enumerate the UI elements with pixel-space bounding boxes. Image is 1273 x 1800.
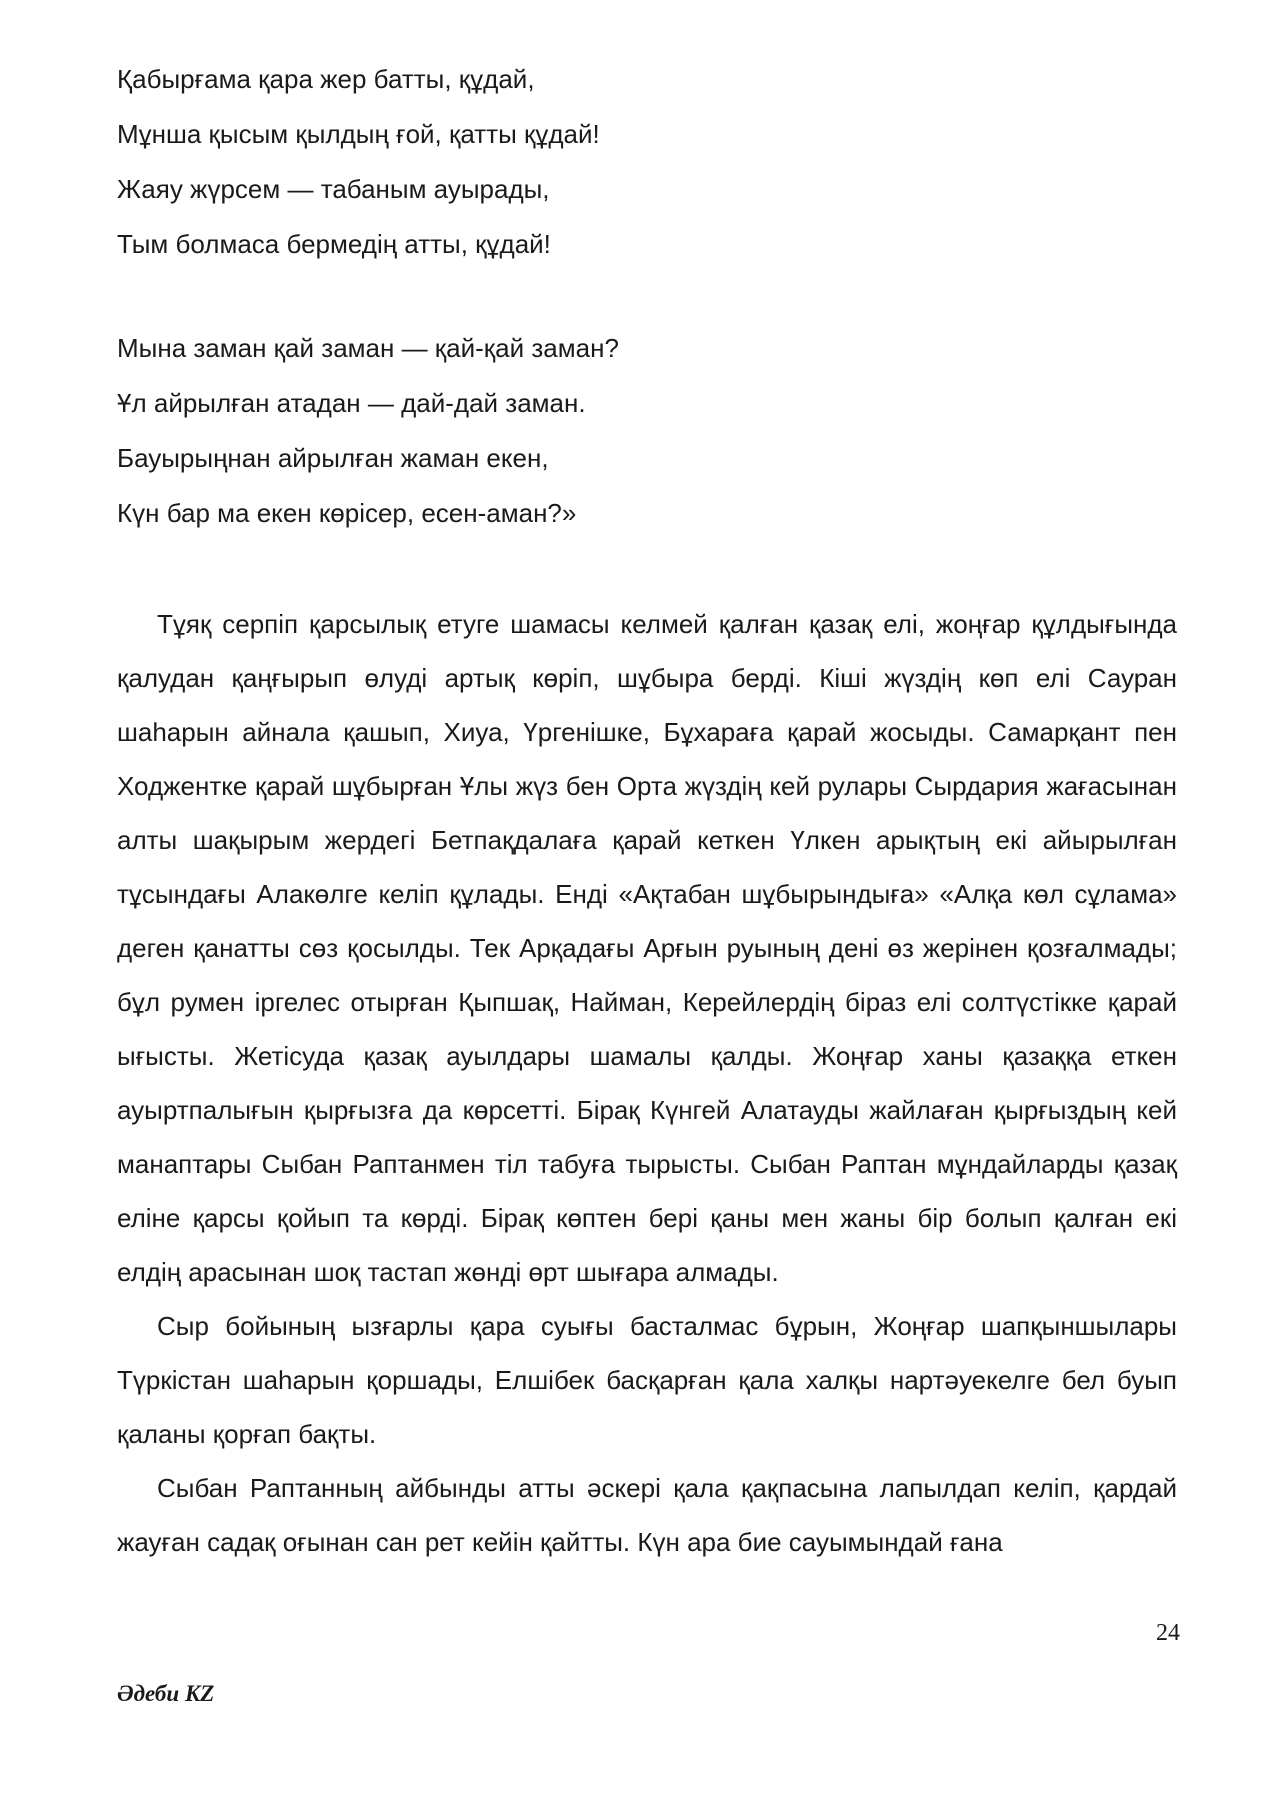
poem-line: Жаяу жүрсем — табаным ауырады,	[117, 174, 550, 204]
poem-line: Күн бар ма екен көрісер, есен-аман?»	[117, 498, 577, 528]
footer-brand: Әдеби KZ	[117, 1681, 215, 1706]
poem-line: Тым болмаса бермедің атты, құдай!	[117, 229, 551, 259]
poem-line: Мұнша қысым қылдың ғой, қатты құдай!	[117, 119, 600, 149]
paragraph: Сыбан Раптанның айбынды атты әскері қала қақпасына лапылдап келіп, қардай жауған садақ оғынан сан рет кейін қайтты. Күн ара бие сауымындай ғана	[117, 1473, 1177, 1557]
paragraph: Тұяқ серпіп қарсылық етуге шамасы келмей қалған қазақ елі, жоңғар құлдығында қалудан қаңғырып өлуді артық көріп, шұбыра берді. Кіші жүздің көп елі Сауран шаһарын айнала қашып, Хиуа, Үргенішке, Бұхараға қарай жосыды. Самарқант пен Ходжентке қарай шұбырған Ұлы жүз бен Орта жүздің кей рулары Сырдария жағасынан алты шақырым жердегі Бетпақдалаға қарай кеткен Үлкен арықтың екі айырылған тұсындағы Алакөлге келіп құлады. Енді «Ақтабан шұбырындыға» «Алқа көл сұлама» деген қанатты сөз қосылды. Тек Арқадағы Арғын руының дені өз жерінен қозғалмады; бұл румен іргелес отырған Қыпшақ, Найман, Керейлердің біраз елі солтүстікке қарай ығысты. Жетісуда қазақ ауылдары шамалы қалды. Жоңғар ханы қазаққа еткен ауыртпалығын қырғызға да көрсетті. Бірақ Күнгей Алатауды жайлаған қырғыздың кей манаптары Сыбан Раптанмен тіл табуға тырысты. Сыбан Раптан мұндайларды қазақ еліне қарсы қойып та көрді. Бірақ көптен бері қаны мен жаны бір болып қалған екі елдің арасынан шоқ тастап жөнді өрт шығара алмады.	[117, 609, 1177, 1287]
poem-line: Қабырғама қара жер батты, құдай,	[117, 64, 535, 94]
page-number: 24	[1156, 1620, 1180, 1646]
poem-line: Бауырыңнан айрылған жаман екен,	[117, 443, 549, 473]
poem-stanza	[117, 52, 1177, 272]
poem-line: Мына заман қай заман — қай-қай заман?	[117, 333, 619, 363]
body-text	[117, 597, 1177, 1569]
poem-line: Ұл айрылған атадан — дай-дай заман.	[117, 388, 586, 418]
poem-stanza	[117, 321, 1177, 541]
paragraph: Сыр бойының ызғарлы қара суығы басталмас бұрын, Жоңғар шапқыншылары Түркістан шаһарын қоршады, Елшібек басқарған қала халқы нартәуекелге бел буып қаланы қорғап бақты.	[117, 1311, 1177, 1449]
